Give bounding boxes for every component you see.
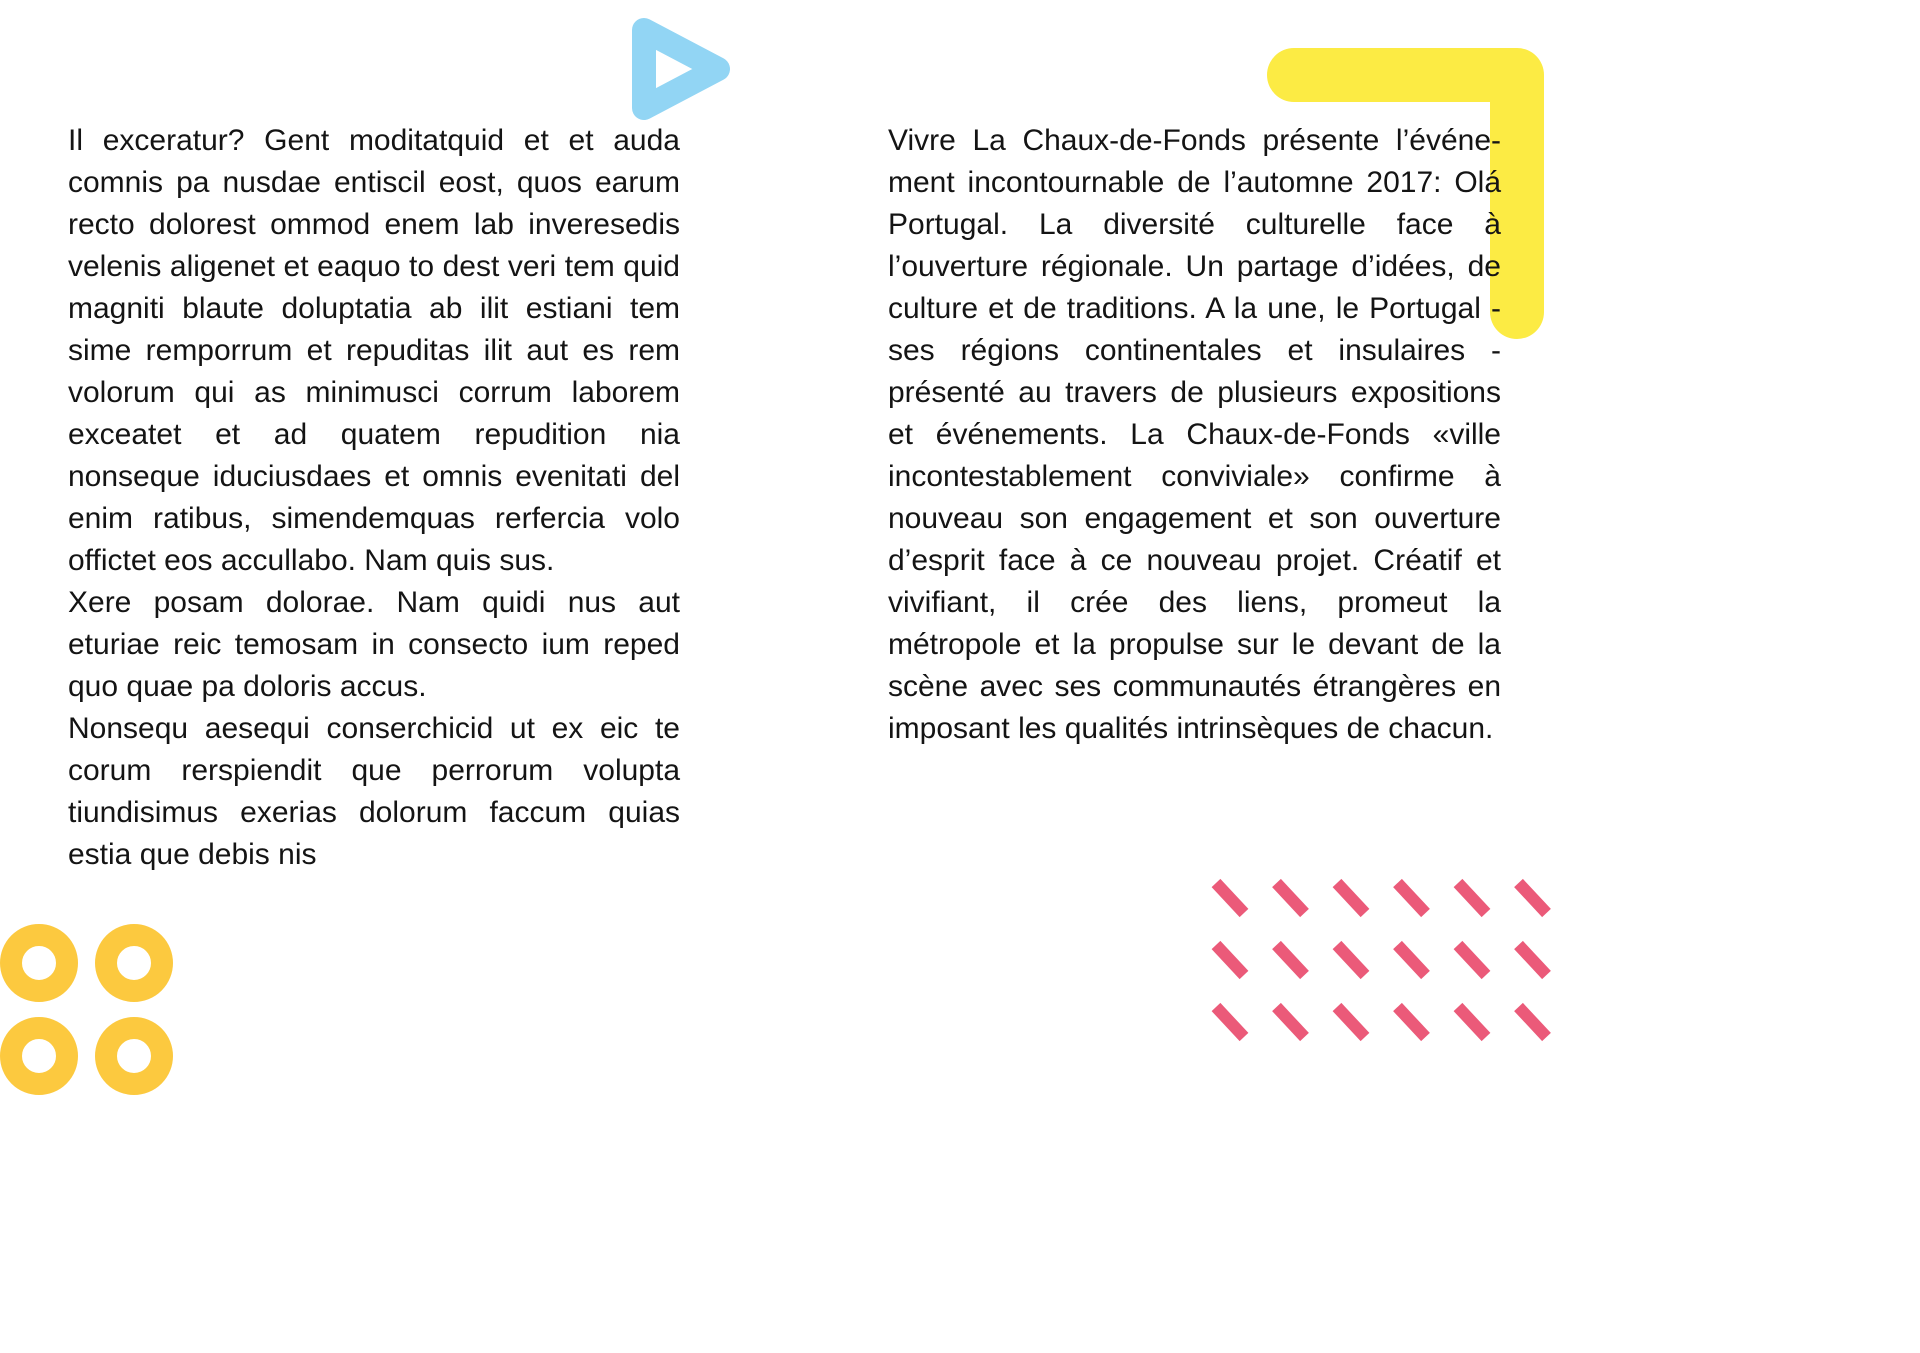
rings-group — [0, 918, 180, 1101]
diagonal-dash-shape — [1519, 945, 1547, 975]
diagonal-dash-shape — [1458, 883, 1486, 913]
diagonal-dash-shape — [1337, 883, 1365, 913]
diagonal-dash-shape — [1458, 1007, 1486, 1037]
ring-shape — [106, 1028, 162, 1084]
diagonal-dash-shape — [1277, 945, 1305, 975]
ring-shape — [11, 935, 67, 991]
play-triangle-icon — [622, 10, 734, 130]
diagonal-dash-shape — [1277, 883, 1305, 913]
diagonal-dash-shape — [1216, 1007, 1244, 1037]
diagonal-dash-shape — [1337, 945, 1365, 975]
diagonal-dash-shape — [1216, 945, 1244, 975]
diagonal-dash-shape — [1277, 1007, 1305, 1037]
diagonal-dash-shape — [1216, 883, 1244, 913]
right-text-column — [888, 120, 1501, 750]
diagonal-dash-shape — [1458, 945, 1486, 975]
dashes-group — [1200, 868, 1562, 1048]
diagonal-dash-shape — [1398, 883, 1426, 913]
right-paragraph-1: Vivre La Chaux-de-Fonds présente l’événement incontournable de l’automne 2017: Olá Portugal. La diversité culturelle face à l’ouverture régionale. Un partage d’idées, de culture et de traditions. A la une, le Portugal - ses régions continentales et insulaires - présenté au travers de plusieurs expositions et événements. La Chaux-de-Fonds «ville incontestablement conviviale» confirme à nouveau son engagement et son ouverture d’esprit face à ce nouveau projet. Créatif et vivifiant, il crée des liens, promeut la métropole et la propulse sur le devant de la scène avec ses communautés étrangères en imposant les qualités intrinsèques de chacun. — [888, 124, 1501, 745]
diagonal-dash-shape — [1519, 883, 1547, 913]
left-text-column — [68, 120, 680, 876]
left-paragraph-1: Il exceratur? Gent moditatquid et et auda comnis pa nusdae entiscil eost, quos earum recto dolorest ommod enem lab inveresedis velenis aligenet et eaquo to dest veri tem quid magniti blaute doluptatia ab ilit estiani tem sime remporrum et repuditas ilit aut es rem volorum qui as minimusci corrum laborem exceatet et ad quatem repudition nia nonseque iduciusdaes et omnis evenitati del enim ratibus, simendemquas rerfercia volo offictet eos accullabo. Nam quis sus. — [68, 124, 680, 577]
diagonal-dash-shape — [1337, 1007, 1365, 1037]
diagonal-dash-shape — [1398, 1007, 1426, 1037]
ring-shape — [106, 935, 162, 991]
ring-shape — [11, 1028, 67, 1084]
left-paragraph-3: Nonsequ aesequi conserchicid ut ex eic te corum rerspiendit que perrorum volupta tiundisimus exerias dolorum faccum quias estia que debis nis — [68, 712, 680, 871]
diagonal-dash-shape — [1398, 945, 1426, 975]
left-paragraph-2: Xere posam dolorae. Nam quidi nus aut eturiae reic temosam in consecto ium reped quo quae pa doloris accus. — [68, 586, 680, 703]
diagonal-dash-shape — [1519, 1007, 1547, 1037]
